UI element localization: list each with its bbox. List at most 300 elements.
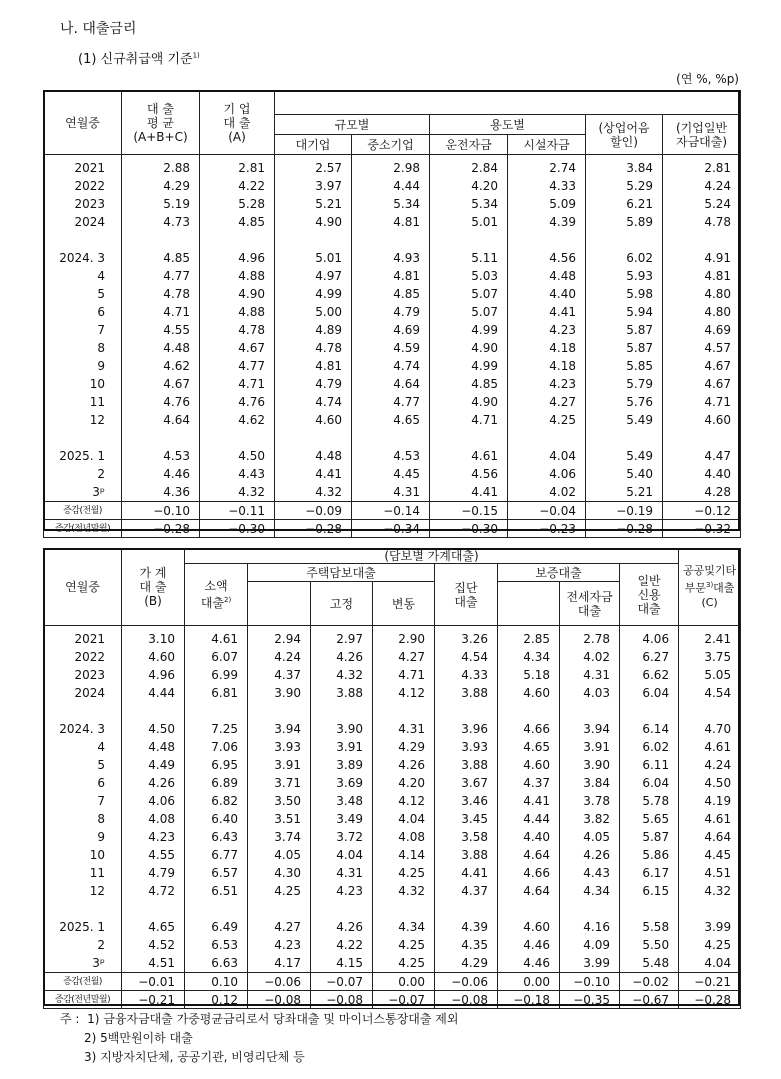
change-label: 증감(전월): [44, 973, 122, 991]
cell-value: [620, 702, 679, 720]
subsection-title: (1) 신규취급액 기준$^{1)}$: [78, 51, 200, 67]
cell-value: 4.20: [373, 774, 435, 792]
cell-value: 3.91: [248, 756, 311, 774]
cell-value: 3.72: [311, 828, 373, 846]
table-row: [44, 393, 741, 411]
table-row: [44, 738, 741, 756]
cell-value: [679, 900, 741, 918]
cell-value: 3.58: [435, 828, 498, 846]
cell-value: 2.57: [275, 155, 352, 178]
change-value: −0.21: [122, 991, 185, 1009]
cell-value: 5.11: [430, 249, 508, 267]
cell-value: 5.03: [430, 267, 508, 285]
cell-value: 5.87: [620, 828, 679, 846]
cell-value: 5.07: [430, 285, 508, 303]
cell-value: 3.50: [248, 792, 311, 810]
change-value: −0.12: [663, 502, 741, 520]
cell-value: 4.85: [122, 249, 200, 267]
table-row: [44, 828, 741, 846]
cell-value: 2.94: [248, 626, 311, 649]
table-row: [44, 810, 741, 828]
cell-value: 3.94: [248, 720, 311, 738]
cell-value: 4.90: [200, 285, 275, 303]
cell-value: 6.21: [586, 195, 663, 213]
table-row: [44, 213, 741, 231]
cell-value: 4.27: [248, 918, 311, 936]
cell-value: 4.66: [498, 720, 560, 738]
cell-value: 4.74: [275, 393, 352, 411]
cell-value: 2.74: [508, 155, 586, 178]
cell-value: 4.33: [435, 666, 498, 684]
cell-value: 4.61: [185, 626, 248, 649]
row-period: [44, 429, 122, 447]
cell-value: 4.26: [560, 846, 620, 864]
cell-value: 4.99: [430, 357, 508, 375]
table-row: [44, 267, 741, 285]
cell-value: 5.19: [122, 195, 200, 213]
cell-value: 4.71: [122, 303, 200, 321]
cell-value: 2.84: [430, 155, 508, 178]
cell-value: 4.45: [679, 846, 741, 864]
cell-value: 5.78: [620, 792, 679, 810]
change-value: −0.08: [248, 991, 311, 1009]
cell-value: 3.82: [560, 810, 620, 828]
cell-value: 4.31: [311, 864, 373, 882]
cell-value: 4.71: [200, 375, 275, 393]
header-sme: 중소기업: [352, 135, 430, 155]
corporate-rate-table: [43, 90, 741, 538]
cell-value: 6.82: [185, 792, 248, 810]
table-row: [44, 285, 741, 303]
row-period: 2024. 3: [44, 249, 122, 267]
cell-value: 5.18: [498, 666, 560, 684]
cell-value: 5.94: [586, 303, 663, 321]
cell-value: 5.58: [620, 918, 679, 936]
cell-value: 3.45: [435, 810, 498, 828]
row-period: 2024: [44, 684, 122, 702]
table-row: [44, 249, 741, 267]
cell-value: [248, 702, 311, 720]
cell-value: 6.53: [185, 936, 248, 954]
cell-value: 4.76: [200, 393, 275, 411]
cell-value: 4.31: [560, 666, 620, 684]
cell-value: [498, 702, 560, 720]
cell-value: 4.85: [200, 213, 275, 231]
row-period: 9: [44, 828, 122, 846]
cell-value: 4.50: [679, 774, 741, 792]
row-period: 2022: [44, 648, 122, 666]
cell-value: 4.61: [430, 447, 508, 465]
cell-value: 4.32: [200, 483, 275, 502]
cell-value: 4.37: [248, 666, 311, 684]
cell-value: 4.26: [373, 756, 435, 774]
table-row: [44, 375, 741, 393]
change-value: −0.07: [311, 973, 373, 991]
cell-value: 5.24: [663, 195, 741, 213]
row-period: 2024: [44, 213, 122, 231]
cell-value: 4.44: [498, 810, 560, 828]
row-period: 7: [44, 792, 122, 810]
cell-value: 3.88: [435, 684, 498, 702]
cell-value: 4.44: [122, 684, 185, 702]
cell-value: 4.32: [679, 882, 741, 900]
cell-value: 5.09: [508, 195, 586, 213]
header-by-use: 용도별: [430, 115, 586, 135]
header-corp: 기 업 대 출 (A): [200, 91, 275, 155]
cell-value: 4.61: [679, 810, 741, 828]
cell-value: 4.17: [248, 954, 311, 973]
table-row: [44, 666, 741, 684]
table-row: [44, 774, 741, 792]
cell-value: 6.02: [586, 249, 663, 267]
cell-value: 6.04: [620, 774, 679, 792]
change-value: −0.67: [620, 991, 679, 1009]
table-row: [44, 321, 741, 339]
cell-value: 5.21: [586, 483, 663, 502]
cell-value: 2.97: [311, 626, 373, 649]
change-value: 0.00: [498, 973, 560, 991]
cell-value: 4.96: [122, 666, 185, 684]
cell-value: 4.22: [311, 936, 373, 954]
cell-value: 4.32: [373, 882, 435, 900]
cell-value: [430, 231, 508, 249]
cell-value: 5.87: [586, 339, 663, 357]
cell-value: 4.33: [508, 177, 586, 195]
table-row: [44, 702, 741, 720]
cell-value: 3.10: [122, 626, 185, 649]
cell-value: 4.26: [311, 648, 373, 666]
cell-value: 3.90: [560, 756, 620, 774]
cell-value: 4.46: [498, 936, 560, 954]
cell-value: 5.07: [430, 303, 508, 321]
cell-value: 5.05: [679, 666, 741, 684]
row-period: 2024. 3: [44, 720, 122, 738]
change-value: −0.28: [275, 520, 352, 538]
cell-value: 4.23: [508, 321, 586, 339]
cell-value: 4.08: [373, 828, 435, 846]
cell-value: 4.64: [498, 846, 560, 864]
cell-value: [620, 900, 679, 918]
cell-value: 4.25: [679, 936, 741, 954]
cell-value: 3.96: [435, 720, 498, 738]
cell-value: 4.88: [200, 303, 275, 321]
cell-value: 4.27: [373, 648, 435, 666]
cell-value: 4.60: [498, 756, 560, 774]
cell-value: 4.06: [508, 465, 586, 483]
cell-value: 4.04: [311, 846, 373, 864]
row-period: 2: [44, 465, 122, 483]
change-value: −0.04: [508, 502, 586, 520]
cell-value: 4.77: [200, 357, 275, 375]
cell-value: 4.80: [663, 285, 741, 303]
table-row: [44, 626, 741, 649]
cell-value: 7.06: [185, 738, 248, 756]
cell-value: 5.86: [620, 846, 679, 864]
cell-value: 4.70: [679, 720, 741, 738]
cell-value: 4.67: [122, 375, 200, 393]
cell-value: 4.12: [373, 792, 435, 810]
cell-value: 4.90: [275, 213, 352, 231]
cell-value: 5.29: [586, 177, 663, 195]
cell-value: 4.90: [430, 339, 508, 357]
cell-value: 4.55: [122, 321, 200, 339]
cell-value: [560, 702, 620, 720]
cell-value: 4.48: [122, 738, 185, 756]
change-value: −0.15: [430, 502, 508, 520]
table-row: [44, 756, 741, 774]
cell-value: [185, 900, 248, 918]
cell-value: 4.29: [373, 738, 435, 756]
cell-value: 4.41: [430, 483, 508, 502]
cell-value: 6.51: [185, 882, 248, 900]
header-mortgage: 주택담보대출: [248, 564, 435, 582]
change-value: −0.32: [663, 520, 741, 538]
cell-value: 5.40: [586, 465, 663, 483]
header-large: 대기업: [275, 135, 352, 155]
table-row: [44, 936, 741, 954]
cell-value: 4.46: [498, 954, 560, 973]
cell-value: 2.78: [560, 626, 620, 649]
cell-value: 6.17: [620, 864, 679, 882]
header-guarantee: 보증대출: [498, 564, 620, 582]
cell-value: [185, 702, 248, 720]
cell-value: 4.34: [373, 918, 435, 936]
cell-value: 4.99: [430, 321, 508, 339]
cell-value: 3.91: [560, 738, 620, 756]
change-value: −0.10: [122, 502, 200, 520]
cell-value: 4.65: [352, 411, 430, 429]
cell-value: 4.81: [352, 213, 430, 231]
cell-value: 2.88: [122, 155, 200, 178]
cell-value: 4.71: [430, 411, 508, 429]
cell-value: 4.25: [373, 936, 435, 954]
header-operating: 운전자금: [430, 135, 508, 155]
cell-value: 3.69: [311, 774, 373, 792]
cell-value: 4.02: [508, 483, 586, 502]
cell-value: 6.02: [620, 738, 679, 756]
row-period: 10: [44, 846, 122, 864]
row-period: [44, 702, 122, 720]
cell-value: 5.89: [586, 213, 663, 231]
cell-value: 4.04: [373, 810, 435, 828]
header-group: 집단 대출: [435, 564, 498, 626]
cell-value: 4.39: [508, 213, 586, 231]
cell-value: 6.14: [620, 720, 679, 738]
change-value: −0.30: [430, 520, 508, 538]
cell-value: 3.91: [311, 738, 373, 756]
cell-value: 4.53: [352, 447, 430, 465]
cell-value: 3.74: [248, 828, 311, 846]
cell-value: 5.79: [586, 375, 663, 393]
change-row: [44, 991, 741, 1009]
cell-value: 6.77: [185, 846, 248, 864]
row-period: 5: [44, 285, 122, 303]
cell-value: 4.37: [498, 774, 560, 792]
change-value: −0.18: [498, 991, 560, 1009]
cell-value: 4.65: [498, 738, 560, 756]
table-row: [44, 900, 741, 918]
cell-value: 6.99: [185, 666, 248, 684]
cell-value: 5.49: [586, 447, 663, 465]
cell-value: [200, 429, 275, 447]
change-label: 증감(전년말월): [44, 991, 122, 1009]
cell-value: 4.12: [373, 684, 435, 702]
change-value: −0.10: [560, 973, 620, 991]
header-by-size: 규모별: [275, 115, 430, 135]
cell-value: 5.50: [620, 936, 679, 954]
cell-value: 5.48: [620, 954, 679, 973]
footnotes: [60, 1010, 458, 1067]
cell-value: 4.81: [352, 267, 430, 285]
cell-value: 4.80: [663, 303, 741, 321]
row-period: 2023: [44, 195, 122, 213]
cell-value: 5.21: [275, 195, 352, 213]
cell-value: [560, 900, 620, 918]
cell-value: 3.84: [586, 155, 663, 178]
cell-value: 6.62: [620, 666, 679, 684]
row-period: 4: [44, 738, 122, 756]
cell-value: 5.93: [586, 267, 663, 285]
row-period: 11: [44, 864, 122, 882]
cell-value: 5.85: [586, 357, 663, 375]
change-label: 증감(전년말월): [44, 520, 122, 538]
cell-value: 4.67: [200, 339, 275, 357]
cell-value: [122, 429, 200, 447]
unit-label: (연 %, %p): [676, 72, 739, 86]
cell-value: 4.26: [122, 774, 185, 792]
cell-value: 4.06: [122, 792, 185, 810]
cell-value: 5.98: [586, 285, 663, 303]
cell-value: [663, 429, 741, 447]
cell-value: 4.72: [122, 882, 185, 900]
cell-value: [200, 231, 275, 249]
cell-value: 4.44: [352, 177, 430, 195]
change-label: 증감(전월): [44, 502, 122, 520]
cell-value: 4.53: [122, 447, 200, 465]
cell-value: 5.00: [275, 303, 352, 321]
cell-value: [352, 429, 430, 447]
cell-value: 4.48: [122, 339, 200, 357]
change-value: 0.10: [185, 973, 248, 991]
cell-value: [352, 231, 430, 249]
row-period: 2022: [44, 177, 122, 195]
cell-value: 4.18: [508, 339, 586, 357]
cell-value: 4.81: [275, 357, 352, 375]
header-facility: 시설자금: [508, 135, 586, 155]
cell-value: 4.18: [508, 357, 586, 375]
cell-value: 4.96: [200, 249, 275, 267]
cell-value: 4.23: [122, 828, 185, 846]
cell-value: 6.95: [185, 756, 248, 774]
cell-value: 4.79: [122, 864, 185, 882]
cell-value: 2.41: [679, 626, 741, 649]
cell-value: 4.34: [498, 648, 560, 666]
change-value: −0.28: [122, 520, 200, 538]
cell-value: 4.29: [435, 954, 498, 973]
change-value: −0.19: [586, 502, 663, 520]
cell-value: 4.78: [275, 339, 352, 357]
row-period: 5: [44, 756, 122, 774]
cell-value: 6.07: [185, 648, 248, 666]
change-value: −0.01: [122, 973, 185, 991]
cell-value: 3.88: [311, 684, 373, 702]
cell-value: 4.78: [200, 321, 275, 339]
cell-value: 3.84: [560, 774, 620, 792]
cell-value: 2.85: [498, 626, 560, 649]
cell-value: 4.23: [248, 936, 311, 954]
table-row: [44, 339, 741, 357]
header-variable: 변동: [373, 582, 435, 626]
row-period: 6: [44, 774, 122, 792]
cell-value: 4.90: [430, 393, 508, 411]
cell-value: [122, 702, 185, 720]
row-period: 2025. 1: [44, 918, 122, 936]
cell-value: 4.99: [275, 285, 352, 303]
cell-value: [311, 702, 373, 720]
row-period: 6: [44, 303, 122, 321]
table-row: [44, 648, 741, 666]
cell-value: 4.16: [560, 918, 620, 936]
cell-value: 4.22: [200, 177, 275, 195]
header-period: 연월중: [44, 549, 122, 626]
cell-value: 4.64: [122, 411, 200, 429]
change-row: [44, 520, 741, 538]
change-value: −0.06: [435, 973, 498, 991]
cell-value: 4.60: [122, 648, 185, 666]
cell-value: [122, 231, 200, 249]
cell-value: 4.09: [560, 936, 620, 954]
cell-value: 3.93: [435, 738, 498, 756]
cell-value: 3.90: [311, 720, 373, 738]
change-value: −0.30: [200, 520, 275, 538]
change-value: −0.28: [679, 991, 741, 1009]
cell-value: [679, 702, 741, 720]
cell-value: 4.89: [275, 321, 352, 339]
cell-value: 3.48: [311, 792, 373, 810]
cell-value: 4.52: [122, 936, 185, 954]
cell-value: 4.56: [430, 465, 508, 483]
cell-value: [508, 429, 586, 447]
change-value: −0.08: [435, 991, 498, 1009]
change-value: −0.28: [586, 520, 663, 538]
cell-value: 4.49: [122, 756, 185, 774]
cell-value: 4.29: [122, 177, 200, 195]
cell-value: 4.37: [435, 882, 498, 900]
cell-value: 4.46: [122, 465, 200, 483]
change-value: −0.06: [248, 973, 311, 991]
cell-value: 4.23: [508, 375, 586, 393]
cell-value: 4.02: [560, 648, 620, 666]
cell-value: [373, 900, 435, 918]
cell-value: 4.69: [352, 321, 430, 339]
change-value: −0.35: [560, 991, 620, 1009]
cell-value: [435, 702, 498, 720]
cell-value: [430, 429, 508, 447]
cell-value: 5.34: [430, 195, 508, 213]
cell-value: 6.63: [185, 954, 248, 973]
cell-value: 4.78: [663, 213, 741, 231]
cell-value: [275, 231, 352, 249]
cell-value: 4.30: [248, 864, 311, 882]
row-period: 10: [44, 375, 122, 393]
cell-value: [498, 900, 560, 918]
table-row: [44, 177, 741, 195]
cell-value: [122, 900, 185, 918]
cell-value: 4.32: [311, 666, 373, 684]
table-row: [44, 429, 741, 447]
cell-value: 4.41: [435, 864, 498, 882]
cell-value: 4.31: [373, 720, 435, 738]
